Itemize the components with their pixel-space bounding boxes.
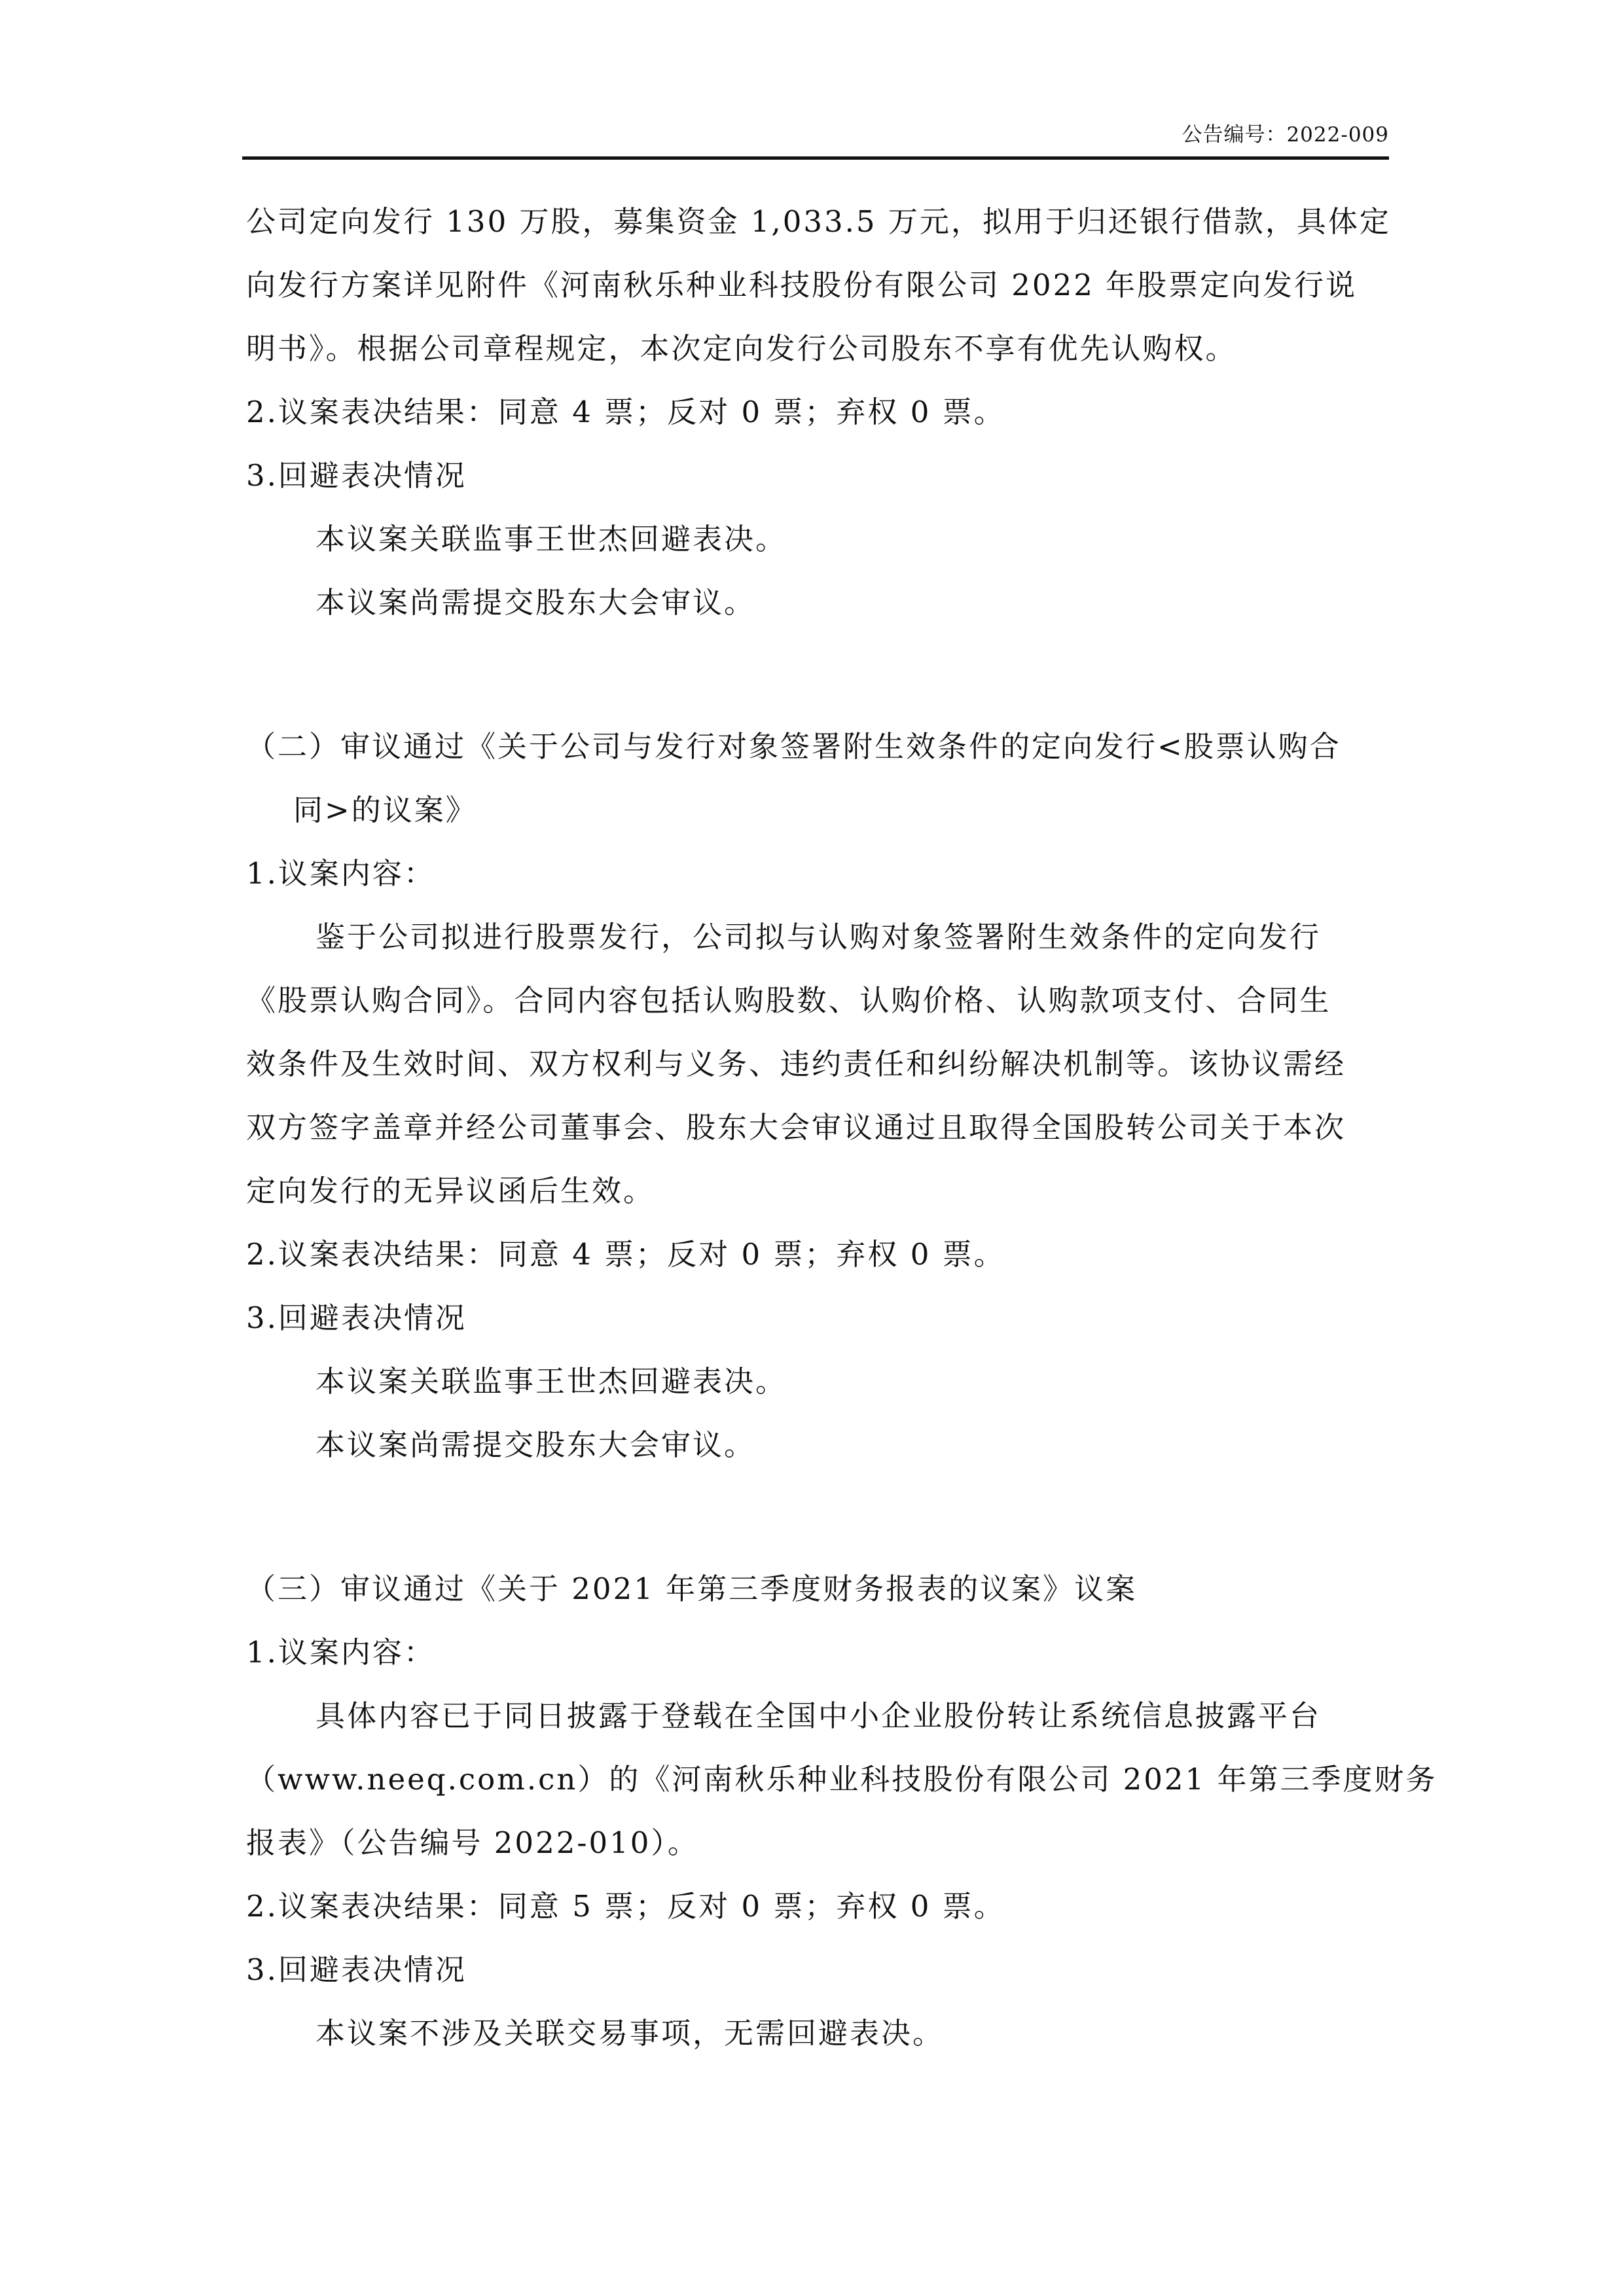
page-header (242, 118, 1389, 160)
paragraph-line: 报表》（公告编号 2022-010）。 (246, 1825, 699, 1860)
vote-result: 2.议案表决结果：同意 5 票；反对 0 票；弃权 0 票。 (246, 1889, 1005, 1924)
recusal-heading: 3.回避表决情况 (246, 458, 467, 493)
paragraph-line: 效条件及生效时间、双方权利与义务、违约责任和纠纷解决机制等。该协议需经 (246, 1047, 1346, 1081)
recusal-heading: 3.回避表决情况 (246, 1952, 467, 1987)
paragraph-line: 明书》。根据公司章程规定，本次定向发行公司股东不享有优先认购权。 (246, 331, 1237, 366)
recusal-note: 本议案不涉及关联交易事项，无需回避表决。 (316, 2016, 945, 2051)
proposal-content-heading: 1.议案内容： (246, 856, 435, 891)
paragraph-line: 公司定向发行 130 万股，募集资金 1,033.5 万元，拟用于归还银行借款，具体定 (246, 204, 1391, 239)
paragraph-line: 定向发行的无异议函后生效。 (246, 1174, 655, 1208)
recusal-note: 本议案关联监事王世杰回避表决。 (316, 522, 787, 556)
paragraph-line: 《股票认购合同》。合同内容包括认购股数、认购价格、认购款项支付、合同生 (246, 983, 1331, 1018)
submission-note: 本议案尚需提交股东大会审议。 (316, 1427, 756, 1462)
vote-result: 2.议案表决结果：同意 4 票；反对 0 票；弃权 0 票。 (246, 395, 1005, 429)
document-body (246, 190, 1437, 2065)
notice-number: 公告编号：2022-009 (1182, 123, 1389, 147)
paragraph-line: （www.neeq.com.cn）的《河南秋乐种业科技股份有限公司 2021 年第三季度财务 (246, 1762, 1437, 1797)
paragraph-line: 具体内容已于同日披露于登载在全国中小企业股份转让系统信息披露平台 (316, 1698, 1322, 1733)
paragraph-line: 双方签字盖章并经公司董事会、股东大会审议通过且取得全国股转公司关于本次 (246, 1110, 1346, 1145)
section-3-title: （三）审议通过《关于 2021 年第三季度财务报表的议案》议案 (246, 1571, 1138, 1606)
section-2-title: （二）审议通过《关于公司与发行对象签署附生效条件的定向发行<股票认购合 (246, 729, 1341, 764)
section-2-title-cont: 同>的议案》 (293, 793, 477, 827)
submission-note: 本议案尚需提交股东大会审议。 (316, 585, 756, 620)
vote-result: 2.议案表决结果：同意 4 票；反对 0 票；弃权 0 票。 (246, 1237, 1005, 1272)
recusal-heading: 3.回避表决情况 (246, 1300, 467, 1335)
recusal-note: 本议案关联监事王世杰回避表决。 (316, 1364, 787, 1399)
paragraph-line: 向发行方案详见附件《河南秋乐种业科技股份有限公司 2022 年股票定向发行说 (246, 268, 1358, 302)
paragraph-line: 鉴于公司拟进行股票发行，公司拟与认购对象签署附生效条件的定向发行 (316, 920, 1322, 954)
proposal-content-heading: 1.议案内容： (246, 1635, 435, 1670)
